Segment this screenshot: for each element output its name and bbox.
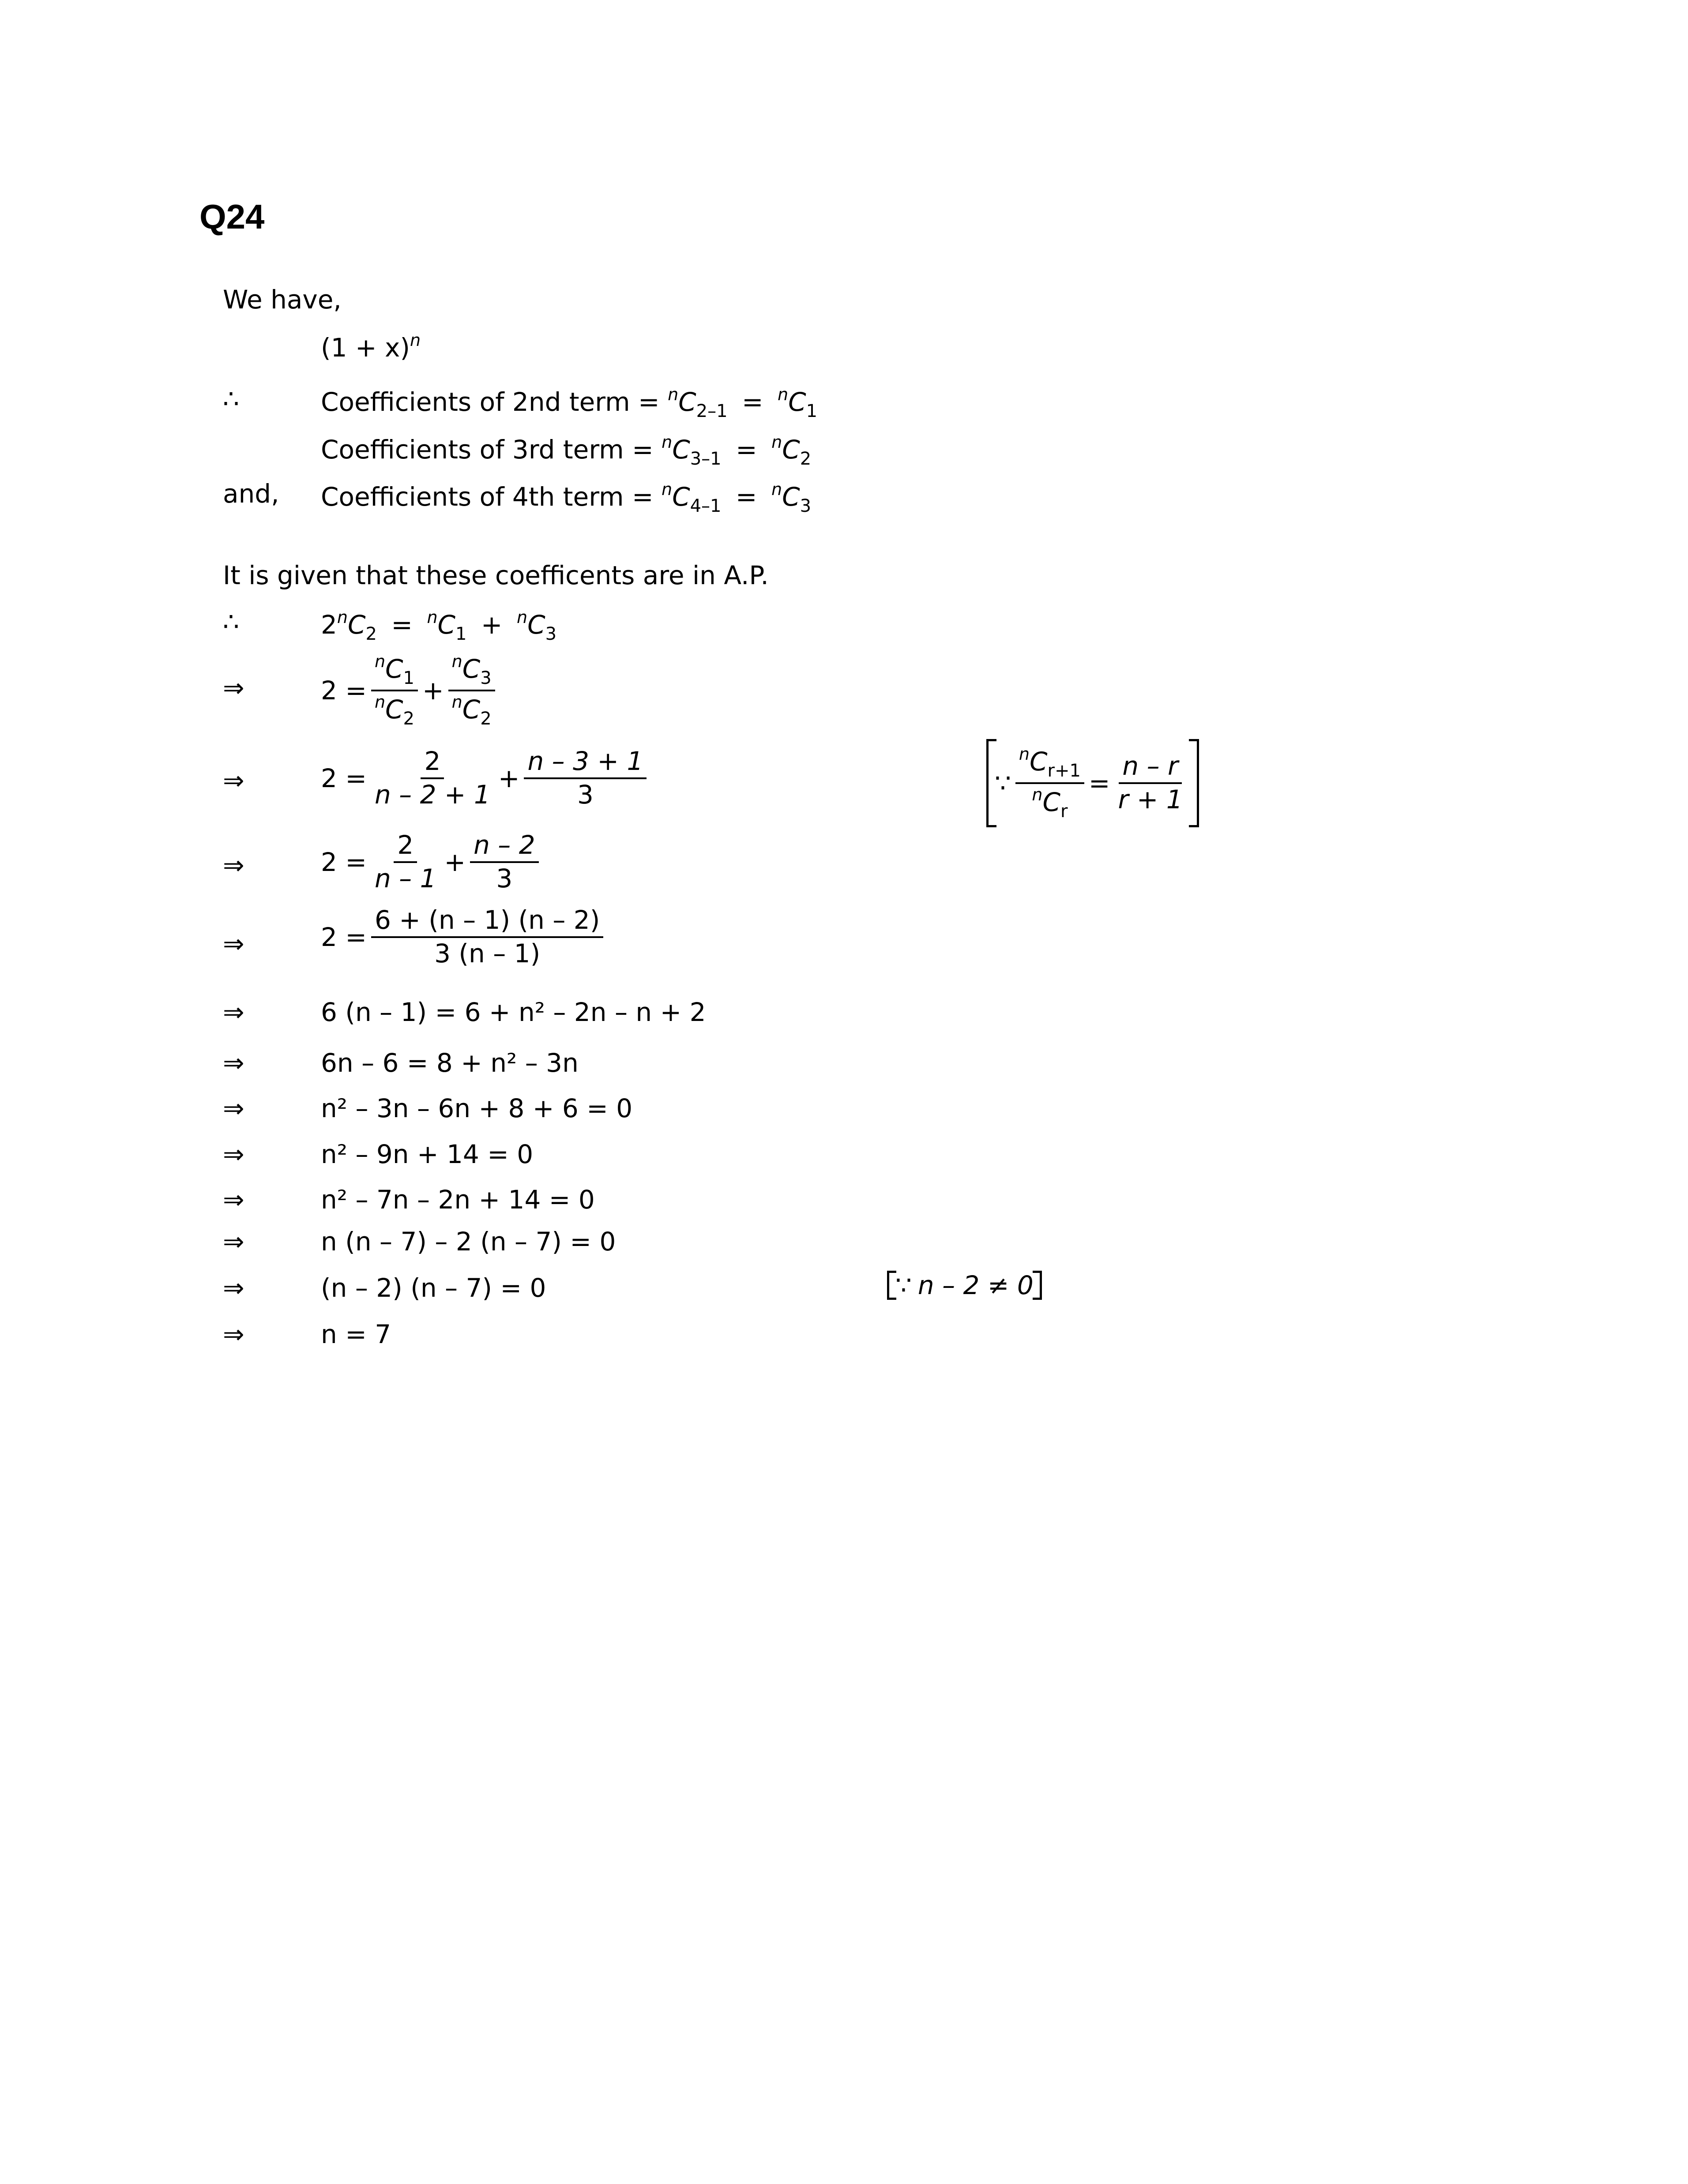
coef4-label: Coefficients of 4th term = xyxy=(321,482,654,512)
ratio-numerator: n – r xyxy=(1119,751,1181,784)
fraction-numerator: n – 2 xyxy=(470,829,539,863)
step-ratio: 2 = $\frac{^nC_1}{^nC_2}$ + $\frac{^nC_3}{^nC_2}$ xyxy=(321,651,500,730)
fraction-numerator: n – 3 + 1 xyxy=(524,746,647,779)
implies-symbol: ⇒ xyxy=(223,1319,244,1349)
given-text: It is given that these coefficents are in A.P. xyxy=(223,560,769,590)
because-symbol: ∵ xyxy=(895,1270,912,1300)
coef2-sub-b: 1 xyxy=(806,401,818,421)
step-collect: n² – 3n – 6n + 8 + 6 = 0 xyxy=(321,1093,633,1123)
implies-symbol: ⇒ xyxy=(223,673,244,703)
n-neq-text: n – 2 ≠ 0 xyxy=(917,1270,1034,1300)
coef4-sub-b: 3 xyxy=(800,496,812,516)
step-lhs: 2 = xyxy=(321,763,367,793)
step-substitute: 2 = $\frac{2}{n - 2 + 1}$ + $\frac{n - 3 + 1}{3}$ xyxy=(321,746,651,811)
we-have-text: We have, xyxy=(223,285,342,315)
ap-sub-3: 3 xyxy=(545,624,557,644)
step-ratio-lhs: 2 = xyxy=(321,675,367,705)
binomial-expression xyxy=(321,330,421,363)
fraction xyxy=(371,829,440,895)
fraction-denominator: 3 (n – 1) xyxy=(434,938,541,968)
step-simplify: 2 = $\frac{2}{n - 1}$ + $\frac{n - 2}{3}$ xyxy=(321,829,543,895)
question-title: Q24 xyxy=(199,197,265,236)
fraction: $\frac{^nC_3}{^nC_2}$ xyxy=(448,651,495,730)
implies-symbol: ⇒ xyxy=(223,850,244,880)
step-lhs: 2 = xyxy=(321,847,367,877)
step-factored: (n – 2) (n – 7) = 0 xyxy=(321,1273,546,1303)
ratio-denominator: r + 1 xyxy=(1118,784,1183,814)
ap-condition: $2^nC_2 = ^nC_1 + ^nC_3$ xyxy=(321,608,557,644)
fraction xyxy=(371,746,494,811)
coef2-line: Coefficients of 2nd term = $^nC_{2-1} = ^nC_1$ xyxy=(321,385,818,421)
coef3-sub-b: 2 xyxy=(800,449,812,469)
coef3-sub-a: 3–1 xyxy=(690,449,722,469)
fraction: $\frac{^nC_{r+1}}{^nC_r}$ xyxy=(1015,743,1084,823)
fraction-denominator: n – 1 xyxy=(374,863,436,893)
fraction xyxy=(470,829,539,895)
ratio-sub-bottom: r xyxy=(1060,801,1068,822)
fraction-numerator: 6 + (n – 1) (n – 2) xyxy=(371,904,603,938)
coef4-sub-a: 4–1 xyxy=(690,496,722,516)
implies-symbol: ⇒ xyxy=(223,1093,244,1123)
final-answer: n = 7 xyxy=(321,1319,391,1349)
implies-symbol: ⇒ xyxy=(223,1048,244,1078)
implies-symbol: ⇒ xyxy=(223,997,244,1027)
step-rearrange: 6n – 6 = 8 + n² – 3n xyxy=(321,1048,579,1078)
step-expand: 6 (n – 1) = 6 + n² – 2n – n + 2 xyxy=(321,997,706,1027)
binomial-power: n xyxy=(410,330,421,350)
fraction-denominator: n – 2 + 1 xyxy=(374,779,490,810)
therefore-symbol-2: ∴ xyxy=(223,607,239,637)
ratio-identity-note: ∵ $\frac{^nC_{r+1}}{^nC_r}$ = $\frac{n - r}{r + 1}$ xyxy=(986,739,1199,827)
because-symbol: ∵ xyxy=(995,768,1011,798)
step-split: n² – 7n – 2n + 14 = 0 xyxy=(321,1185,595,1215)
implies-symbol: ⇒ xyxy=(223,766,244,796)
fraction xyxy=(524,746,647,811)
ap-sub-2: 2 xyxy=(365,624,377,644)
n-not-two-note xyxy=(887,1271,1042,1300)
coef3-label: Coefficients of 3rd term = xyxy=(321,435,654,465)
binomial-base: (1 + x) xyxy=(321,333,410,363)
implies-symbol: ⇒ xyxy=(223,1227,244,1257)
coef3-line: Coefficients of 3rd term = $^nC_{3-1} = ^nC_2$ xyxy=(321,432,812,469)
fraction xyxy=(371,904,603,970)
fraction: $\frac{^nC_1}{^nC_2}$ xyxy=(371,651,418,730)
implies-symbol: ⇒ xyxy=(223,1185,244,1215)
implies-symbol: ⇒ xyxy=(223,1273,244,1303)
fraction-numerator: 2 xyxy=(421,746,444,779)
coef4-line: Coefficients of 4th term = $^nC_{4-1} = ^nC_3$ xyxy=(321,480,812,516)
fraction xyxy=(1115,751,1186,816)
step-combine xyxy=(321,904,608,970)
therefore-symbol: ∴ xyxy=(223,384,239,414)
ratio-sub-top: r+1 xyxy=(1047,761,1081,781)
implies-symbol: ⇒ xyxy=(223,929,244,959)
ap-two: 2 xyxy=(321,610,337,640)
implies-symbol: ⇒ xyxy=(223,1139,244,1169)
fraction-numerator: 2 xyxy=(394,829,417,863)
fraction-denominator: 3 xyxy=(577,779,594,810)
step-factor-group: n (n – 7) – 2 (n – 7) = 0 xyxy=(321,1227,616,1257)
and-label: and, xyxy=(223,479,279,509)
step-lhs: 2 = xyxy=(321,922,367,952)
coef2-sub-a: 2–1 xyxy=(696,401,728,421)
coef2-label: Coefficients of 2nd term = xyxy=(321,387,660,417)
fraction-denominator: 3 xyxy=(496,863,513,893)
step-quadratic: n² – 9n + 14 = 0 xyxy=(321,1139,534,1169)
ap-sub-1: 1 xyxy=(455,624,467,644)
